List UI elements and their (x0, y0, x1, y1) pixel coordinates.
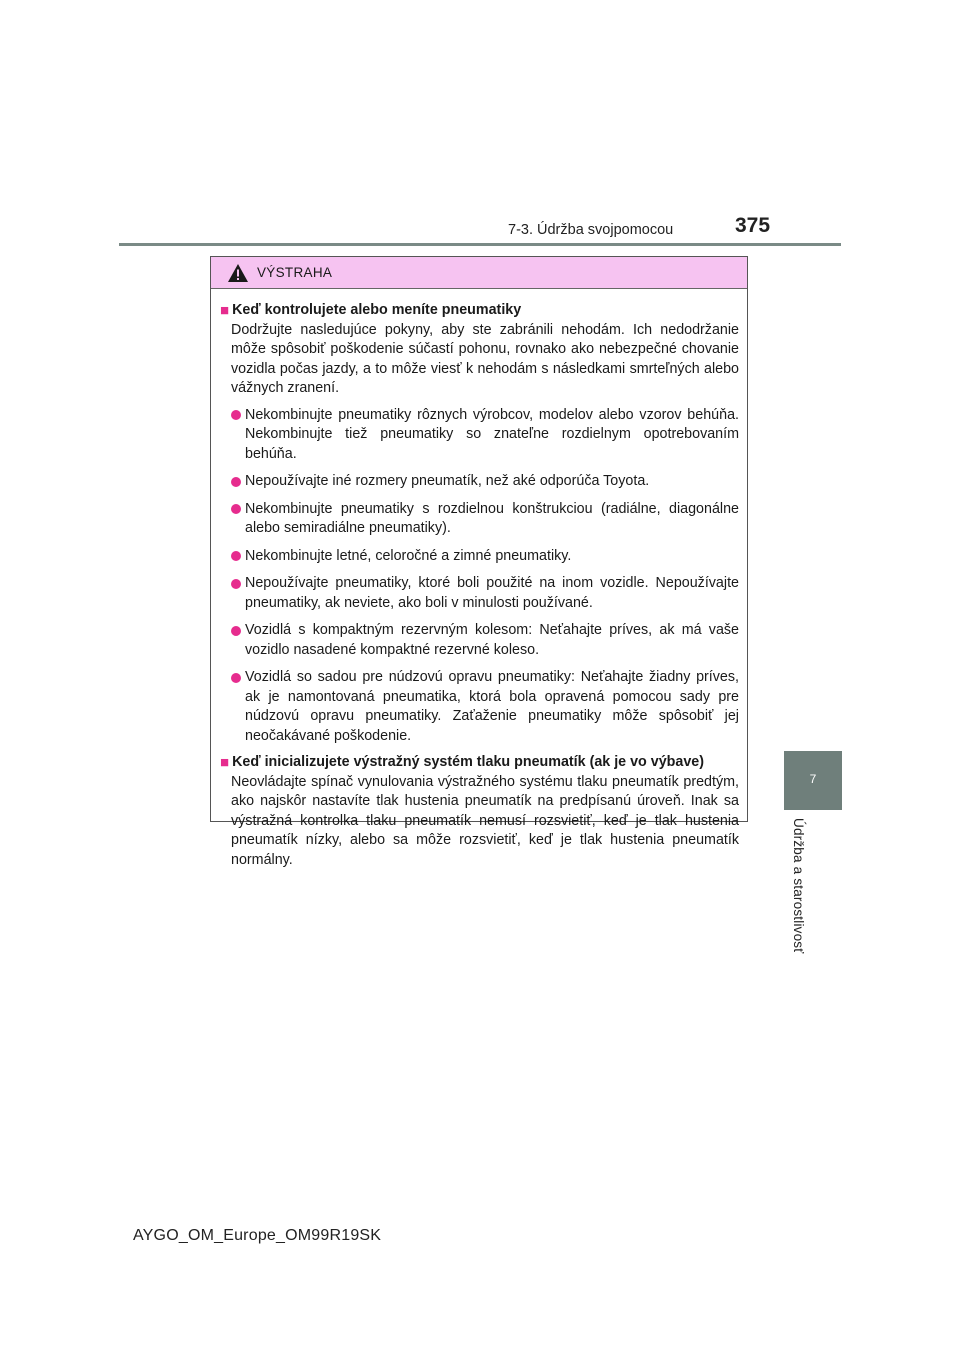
header-divider (119, 243, 841, 246)
chapter-title-vertical: Údržba a starostlivosť (791, 818, 806, 954)
warning-triangle-icon (227, 263, 249, 283)
warning-header (211, 257, 747, 289)
list-item: Nepoužívajte iné rozmery pneumatík, než aké odporúča Toyota. (220, 472, 739, 492)
chapter-number: 7 (809, 772, 817, 786)
list-item: Nekombinujte letné, celoročné a zimné pneumatiky. (220, 547, 739, 567)
circle-bullet-icon (231, 410, 241, 420)
circle-bullet-icon (231, 579, 241, 589)
list-item: Vozidlá so sadou pre núdzovú opravu pneumatiky: Neťahajte žiadny príves, ak je namontovaná pneumatika, ktorá bola opravená pomocou sady pre núdzovú opravu pneumatiky. Zaťaženie pneumatiky môže spôsobiť jej neočakávané poškodenie. (220, 668, 739, 746)
header-section-title: 7-3. Údržba svojpomocou (508, 222, 674, 238)
list-item: Vozidlá s kompaktným rezervným kolesom: Neťahajte príves, ak má vaše vozidlo nasadené kompaktné rezervné koleso. (220, 621, 739, 660)
square-bullet-icon: ■ (220, 754, 230, 771)
square-bullet-icon: ■ (220, 302, 230, 319)
list-item: Nekombinujte pneumatiky rôznych výrobcov, modelov alebo vzorov behúňa. Nekombinujte tiež pneumatiky so znateľne rozdielnym opotrebovaním behúňa. (220, 406, 739, 465)
chapter-tab[interactable] (784, 751, 842, 810)
section-heading: ■ Keď inicializujete výstražný systém tlaku pneumatík (ak je vo výbave) (220, 754, 705, 771)
list-item: Nekombinujte pneumatiky s rozdielnou konštrukciou (radiálne, diagonálne alebo semiradiálne pneumatiky). (220, 500, 739, 539)
section-heading: ■ Keď kontrolujete alebo meníte pneumatiky (220, 302, 522, 319)
circle-bullet-icon (231, 477, 241, 487)
circle-bullet-icon (231, 673, 241, 683)
section-intro: Dodržujte nasledujúce pokyny, aby ste zabránili nehodám. Ich nedodržanie môže spôsobiť poškodenie súčastí pohonu, rovnako ako nebezpečné chovanie vozidla počas jazdy, a to môže viesť k nehodám s následkami smrteľných alebo vážnych zranení. (231, 321, 739, 396)
warning-title: VÝSTRAHA (257, 265, 333, 280)
circle-bullet-icon (231, 504, 241, 514)
circle-bullet-icon (231, 626, 241, 636)
warning-box (210, 256, 748, 868)
warning-body (211, 289, 747, 870)
list-item: Nepoužívajte pneumatiky, ktoré boli použité na inom vozidle. Nepoužívajte pneumatiky, ak neviete, ako boli v minulosti používané. (220, 574, 739, 613)
circle-bullet-icon (231, 551, 241, 561)
page-number: 375 (735, 214, 771, 237)
section-intro: Neovládajte spínač vynulovania výstražného systému tlaku pneumatík predtým, ako najskôr nastavíte tlak hustenia pneumatík na predpísanú úroveň. Inak sa výstražná kontrolka tlaku pneumatík nemusí rozsvietiť, keď je tlak hustenia pneumatík nízky, alebo sa môže rozsvietiť, keď je tlak hustenia pneumatík normálny. (231, 773, 739, 868)
footer-doc-code: AYGO_OM_Europe_OM99R19SK (133, 1227, 382, 1244)
